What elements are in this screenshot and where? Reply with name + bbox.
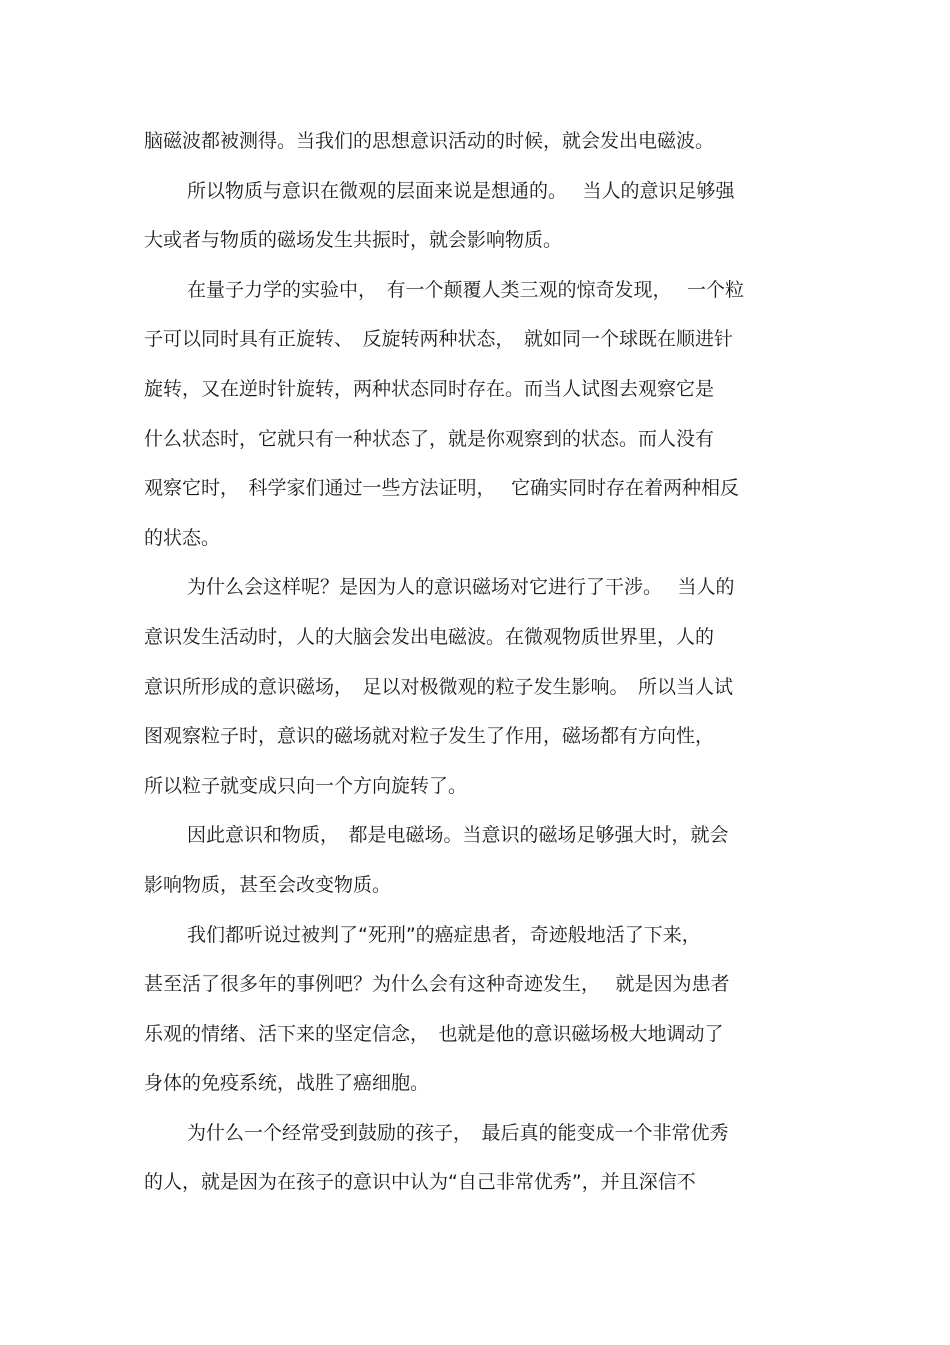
text-line: 的状态。 [144,526,221,549]
text-line: 乐观的情绪、活下来的坚定信念， 也就是他的意识磁场极大地调动了 [144,1022,724,1045]
document-body [144,117,824,1208]
text-line: 身体的免疫系统，战胜了癌细胞。 [144,1072,430,1095]
text-line: 在量子力学的实验中， 有一个颠覆人类三观的惊奇发现， 一个粒 [187,278,745,301]
text-line: 我们都听说过被判了“死刑”的癌症患者，奇迹般地活了下来， [187,923,701,946]
text-line: 图观察粒子时，意识的磁场就对粒子发生了作用，磁场都有方向性， [144,725,715,748]
text-line: 为什么一个经常受到鼓励的孩子， 最后真的能变成一个非常优秀 [187,1121,729,1144]
text-line: 观察它时， 科学家们通过一些方法证明， 它确实同时存在着两种相反 [144,477,740,500]
text-line: 因此意识和物质， 都是电磁场。当意识的磁场足够强大时，就会 [187,824,729,847]
text-line: 意识所形成的意识磁场， 足以对极微观的粒子发生影响。 所以当人试 [144,675,734,698]
text-line: 意识发生活动时，人的大脑会发出电磁波。在微观物质世界里，人的 [144,625,715,648]
text-line: 为什么会这样呢？是因为人的意识磁场对它进行了干涉。 当人的 [187,576,735,599]
text-line: 所以物质与意识在微观的层面来说是想通的。 当人的意识足够强 [187,179,735,202]
text-line: 旋转，又在逆时针旋转，两种状态同时存在。而当人试图去观察它是 [144,377,715,400]
text-line: 什么状态时，它就只有一种状态了，就是你观察到的状态。而人没有 [144,427,715,450]
text-line: 大或者与物质的磁场发生共振时，就会影响物质。 [144,229,563,252]
text-line: 所以粒子就变成只向一个方向旋转了。 [144,774,468,797]
text-line: 脑磁波都被测得。当我们的思想意识活动的时候，就会发出电磁波。 [144,130,715,152]
text-line: 甚至活了很多年的事例吧？为什么会有这种奇迹发生， 就是因为患者 [144,973,730,996]
text-line: 的人，就是因为在孩子的意识中认为“自己非常优秀”，并且深信不 [144,1171,696,1194]
text-line: 子可以同时具有正旋转、 反旋转两种状态， 就如同一个球既在顺进针 [144,328,734,351]
text-line: 影响物质，甚至会改变物质。 [144,873,392,896]
